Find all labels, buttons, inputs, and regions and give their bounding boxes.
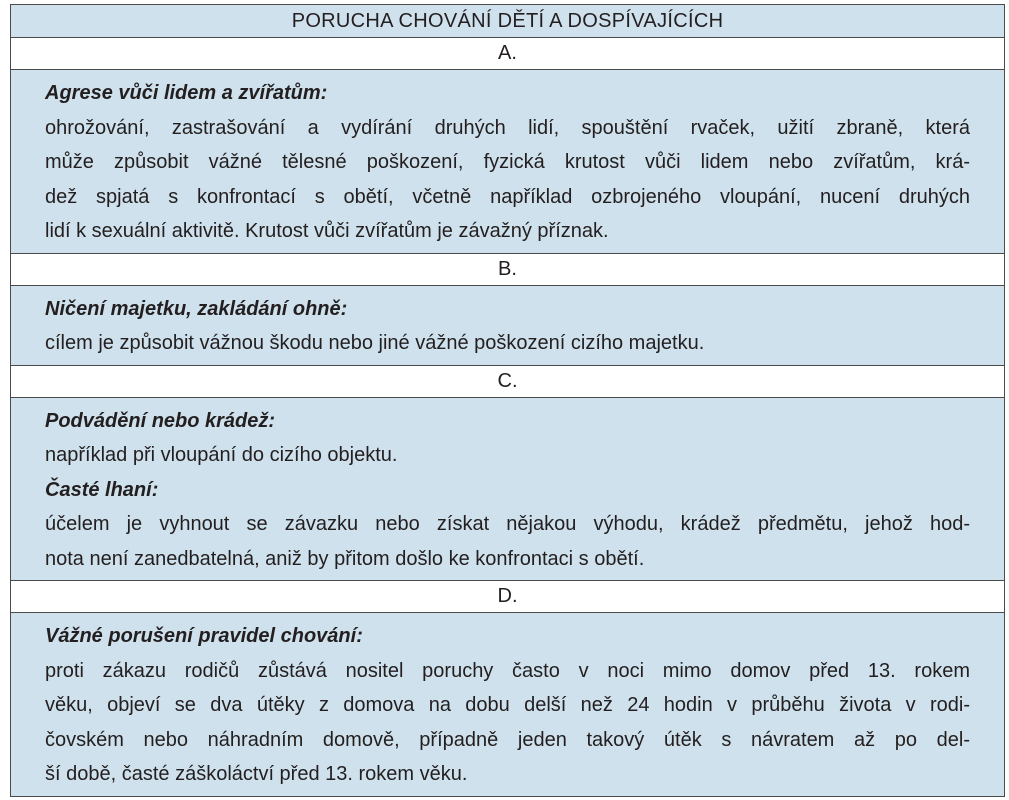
section-c-letter-row [11,366,1004,398]
table-title-row [11,5,1004,38]
section-text [45,654,970,792]
section-text [45,438,970,473]
table-title: PORUCHA CHOVÁNÍ DĚTÍ A DOSPÍVAJÍCÍCH [291,9,724,32]
section-text [45,326,970,361]
section-heading: Agrese vůči lidem a zvířatům: [45,82,328,104]
section-a-letter-row [11,38,1004,70]
section-text [45,111,970,249]
section-heading: Vážné porušení pravidel chování: [45,625,363,647]
section-letter: D. [497,585,518,607]
section-letter: B. [498,257,517,280]
text-line: ohrožování, zastrašování a vydírání druhých lidí, spouštění rvaček, užití zbraně, která [45,116,970,139]
section-text-2 [45,507,970,576]
text-line: nota není zanedbatelná, aniž by přitom došlo ke konfrontaci s obětí. [45,547,645,570]
text-line: věku, objeví se dva útěky z domova na dobu delší než 24 hodin v průběhu života v rodi- [45,694,970,716]
section-d-letter-row [11,581,1004,613]
text-line: účelem je vyhnout se závazku nebo získat nějakou výhodu, krádež předmětu, jehož hod- [45,513,970,535]
text-line: dež spjatá s konfrontací s obětí, včetně například ozbrojeného vloupání, nucení druhých [45,185,970,208]
text-line: lidí k sexuální aktivitě. Krutost vůči zvířatům je závažný příznak. [45,220,609,242]
section-letter: C. [497,369,518,392]
text-line: může způsobit vážné tělesné poškození, fyzická krutost vůči lidem nebo zvířatům, krá- [45,151,970,173]
section-b-content [11,286,1004,366]
text-line: ší době, časté záškoláctví před 13. rokem věku. [45,763,468,785]
section-a-content [11,70,1004,254]
section-b-letter-row [11,254,1004,286]
section-heading: Podvádění nebo krádež: [45,409,276,432]
section-heading-2: Časté lhaní: [45,478,159,501]
section-letter: A. [498,42,517,64]
text-line: čovském nebo náhradním domově, případně jeden takový útěk s návratem až po del- [45,728,970,751]
text-line: cílem je způsobit vážnou škodu nebo jiné vážné poškození cizího majetku. [45,332,705,354]
conduct-disorder-table [10,4,1005,797]
section-heading: Ničení majetku, zakládání ohně: [45,297,348,320]
text-line: proti zákazu rodičů zůstává nositel poruchy často v noci mimo domov před 13. rokem [45,659,970,682]
section-c-content [11,398,1004,582]
section-d-content [11,613,1004,796]
text-line: například při vloupání do cizího objektu. [45,444,398,466]
